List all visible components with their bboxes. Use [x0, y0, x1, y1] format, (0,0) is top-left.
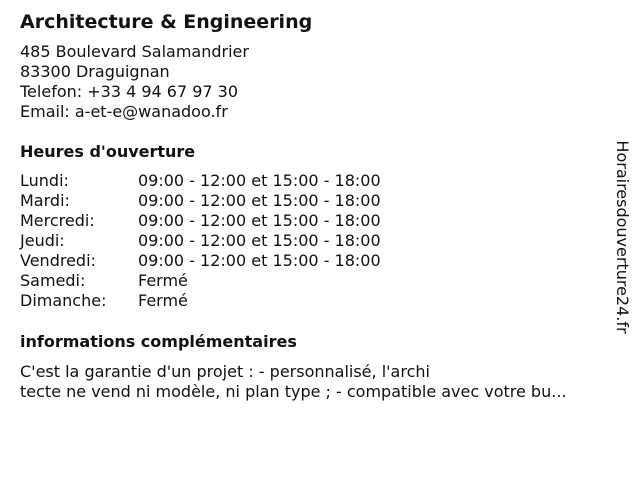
hours-title: Heures d'ouverture [20, 142, 196, 161]
day-label: Mardi: [20, 191, 70, 210]
info-title: informations complémentaires [20, 332, 297, 351]
time-value: 09:00 - 12:00 et 15:00 - 18:00 [138, 211, 381, 230]
contact-block [20, 42, 620, 122]
address-line-1: 485 Boulevard Salamandrier [20, 42, 249, 61]
hours-row-sunday [20, 291, 620, 311]
day-label: Vendredi: [20, 251, 96, 270]
hours-row-tuesday [20, 191, 620, 211]
hours-row-wednesday [20, 211, 620, 231]
time-value: Fermé [138, 271, 188, 290]
day-label: Dimanche: [20, 291, 107, 310]
time-value: 09:00 - 12:00 et 15:00 - 18:00 [138, 231, 381, 250]
day-label: Jeudi: [20, 231, 65, 250]
hours-row-monday [20, 171, 620, 191]
day-label: Mercredi: [20, 211, 95, 230]
hours-table [20, 171, 620, 311]
description [20, 362, 620, 402]
phone-number: Telefon: +33 4 94 67 97 30 [20, 82, 239, 101]
business-name: Architecture & Engineering [20, 11, 313, 33]
time-value: 09:00 - 12:00 et 15:00 - 18:00 [138, 251, 381, 270]
time-value: 09:00 - 12:00 et 15:00 - 18:00 [138, 171, 381, 190]
time-value: Fermé [138, 291, 188, 310]
day-label: Lundi: [20, 171, 69, 190]
day-label: Samedi: [20, 271, 86, 290]
email-address: Email: a-et-e@wanadoo.fr [20, 102, 228, 121]
description-line-2: tecte ne vend ni modèle, ni plan type ; - compatible avec votre bu... [20, 382, 567, 401]
time-value: 09:00 - 12:00 et 15:00 - 18:00 [138, 191, 381, 210]
hours-row-saturday [20, 271, 620, 291]
hours-row-thursday [20, 231, 620, 251]
description-line-1: C'est la garantie d'un projet : - personnalisé, l'archi [20, 362, 430, 381]
address-line-2: 83300 Draguignan [20, 62, 170, 81]
site-watermark: Horairesdouverture24.fr [613, 140, 632, 334]
hours-row-friday [20, 251, 620, 271]
business-card [20, 10, 620, 402]
